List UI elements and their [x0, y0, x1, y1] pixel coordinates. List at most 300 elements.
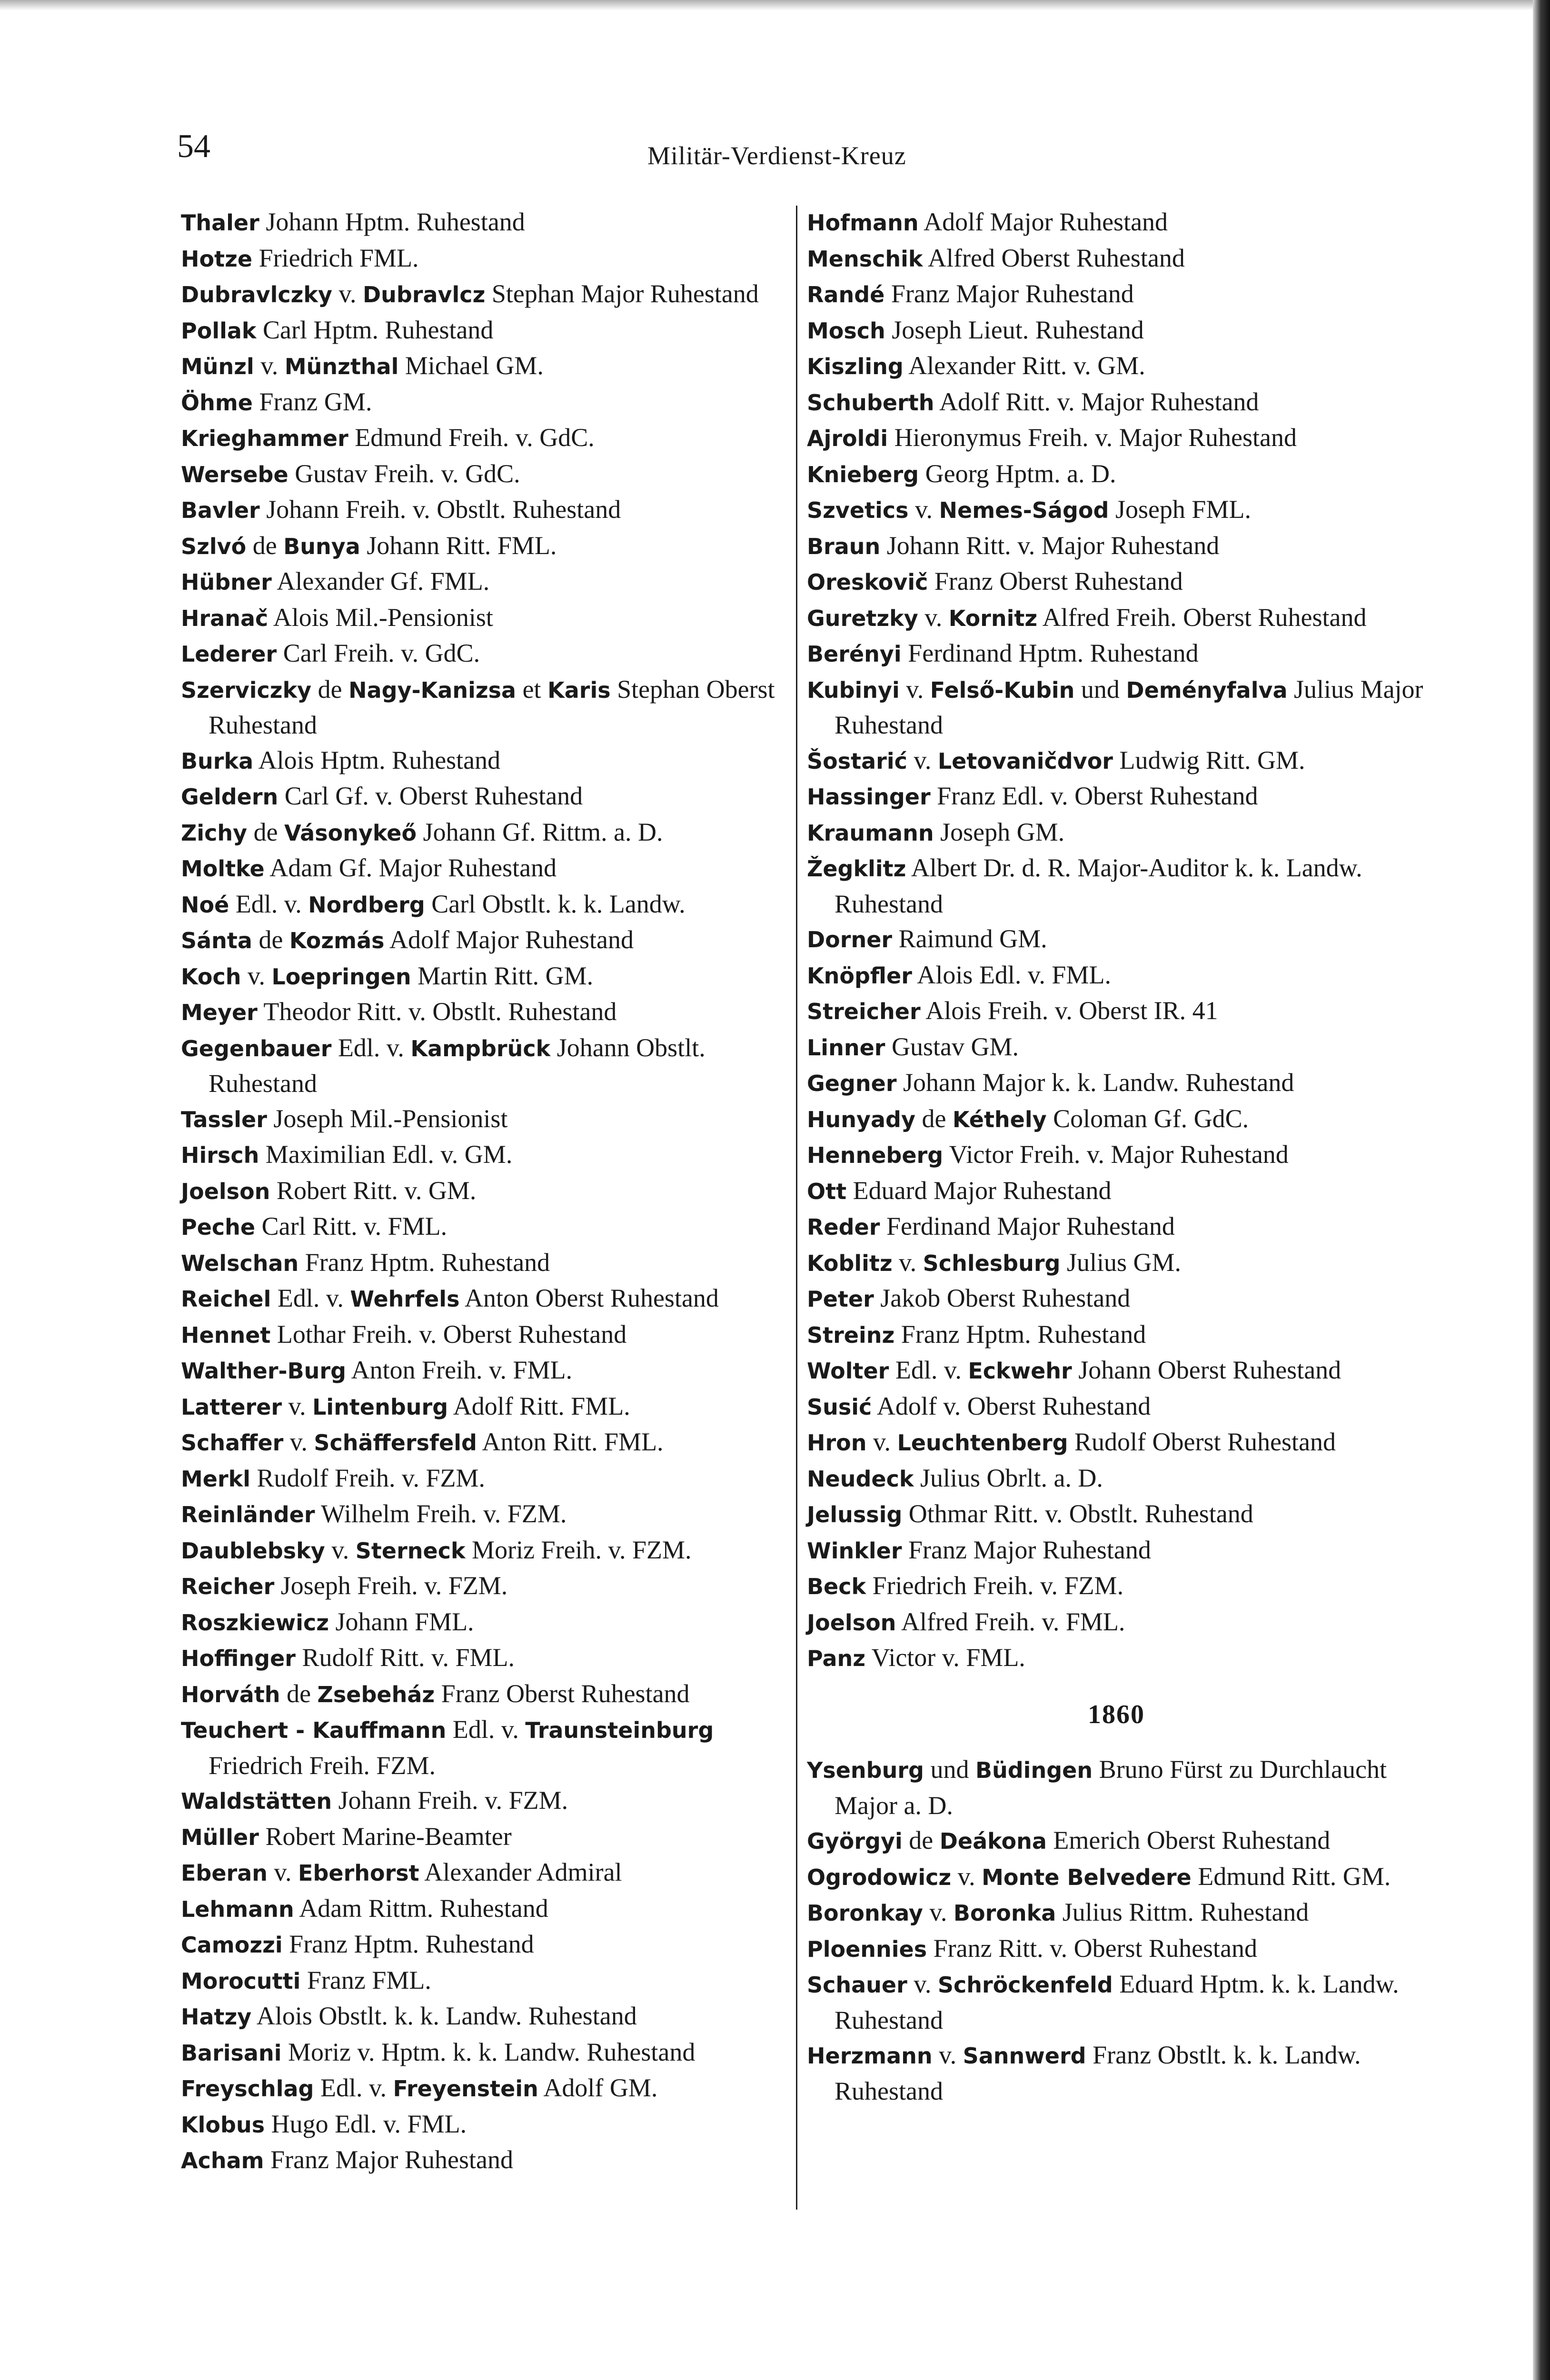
entry-name: Zichy: [181, 820, 248, 846]
entry-name: Barisani: [181, 2040, 282, 2066]
entry-text: Georg Hptm. a. D.: [919, 459, 1116, 488]
entry-text: Maximilian Edl. v. GM.: [259, 1140, 513, 1169]
entry-name: Schauer: [807, 1972, 907, 1998]
entry-name: Ploennies: [807, 1936, 927, 1962]
list-entry: [181, 277, 795, 313]
entry-name: Oreskovič: [807, 569, 928, 595]
entry-text: Gustav GM.: [885, 1032, 1019, 1061]
entry-name: Hotze: [181, 246, 253, 272]
list-entry: [181, 1676, 795, 1713]
entry-text: v.: [932, 2041, 963, 2069]
entry-text: Carl Freih. v. GdC.: [277, 639, 480, 667]
entry-name: Letovaničdvor: [937, 748, 1113, 774]
list-entry: [807, 993, 1426, 1030]
entry-name: Loepringen: [271, 963, 411, 990]
entry-text: Alexander Ritt. v. GM.: [903, 351, 1145, 380]
entry-name: Joelson: [181, 1178, 270, 1204]
entry-text: Alois Obstlt. k. k. Landw. Ruhestand: [251, 2002, 637, 2030]
entry-text: Edl. v.: [331, 1033, 411, 1062]
entry-name: Wolter: [807, 1358, 889, 1384]
entry-text: Friedrich Freih. v. FZM.: [866, 1571, 1124, 1600]
entry-text: de: [252, 925, 289, 954]
entry-text: v.: [899, 674, 930, 704]
entry-text: v.: [866, 1428, 897, 1456]
list-entry: [181, 1605, 795, 1641]
entry-text: Wilhelm Freih. v. FZM.: [315, 1499, 567, 1528]
entry-name: Kraumann: [807, 820, 934, 846]
entry-text: Carl Ritt. v. FML.: [255, 1212, 447, 1240]
entry-name: Freyenstein: [393, 2076, 538, 2102]
entry-name: Dubravlczky: [181, 282, 332, 307]
entry-text: Robert Ritt. v. GM.: [270, 1176, 477, 1205]
list-entry: [181, 348, 795, 385]
list-entry: [807, 1389, 1426, 1425]
list-entry: [181, 1137, 795, 1173]
entry-name: Nagy-Kanizsa: [348, 677, 517, 703]
entry-name: Münzthal: [284, 354, 399, 379]
entry-name: Linner: [807, 1034, 885, 1061]
entry-name: Reicher: [181, 1574, 275, 1599]
entry-name: Reinländer: [181, 1502, 315, 1527]
list-entry: [181, 959, 795, 995]
entry-text: Franz Hptm. Ruhestand: [894, 1319, 1146, 1349]
right-column: [807, 205, 1426, 2109]
entry-text: Victor Freih. v. Major Ruhestand: [943, 1140, 1289, 1169]
list-entry: [181, 456, 795, 493]
entry-text: Joseph Freih. v. FZM.: [274, 1571, 508, 1600]
entry-text: v.: [951, 1862, 982, 1891]
entry-name: Hennet: [181, 1322, 271, 1348]
entry-name: Sterneck: [355, 1537, 466, 1564]
list-entry: [807, 743, 1426, 779]
entry-name: Müller: [181, 1824, 259, 1850]
list-entry: [807, 1497, 1426, 1533]
entry-name: Dorner: [807, 927, 893, 952]
entry-name: Vásonykeő: [284, 820, 417, 846]
entry-text: Franz FML.: [300, 1965, 431, 1994]
entry-name: Camozzi: [181, 1932, 283, 1958]
list-entry: [181, 1819, 795, 1855]
entry-name: Felső-Kubin: [930, 677, 1075, 703]
list-entry: [181, 636, 795, 672]
entry-name: Freyschlag: [181, 2076, 314, 2102]
entry-name: Ott: [807, 1178, 847, 1204]
entry-name: Reder: [807, 1214, 880, 1240]
year-heading-1860: 1860: [1088, 1699, 1145, 1729]
entry-text: Adolf Ritt. FML.: [448, 1391, 630, 1420]
entry-name: Burka: [181, 748, 254, 774]
entry-text: Johann Gf. Rittm. a. D.: [417, 817, 663, 846]
entry-text: Michael GM.: [398, 351, 544, 380]
entry-name: Monte Belvedere: [982, 1864, 1192, 1890]
entry-name: Kéthely: [952, 1106, 1047, 1132]
list-entry: [807, 1461, 1426, 1497]
right-column-entries-1860: [807, 1752, 1426, 2109]
list-entry: [807, 205, 1426, 241]
list-entry: [807, 1101, 1426, 1138]
entry-text: Edl. v.: [271, 1284, 350, 1312]
entry-name: Henneberg: [807, 1142, 944, 1168]
entry-text: Theodor Ritt. v. Obstlt. Ruhestand: [257, 997, 617, 1026]
entry-name: Winkler: [807, 1537, 902, 1564]
entry-text: Adolf Major Ruhestand: [918, 208, 1168, 236]
list-entry: [181, 1497, 795, 1533]
entry-name: Merkl: [181, 1466, 251, 1492]
list-entry: [807, 456, 1426, 493]
entry-name: Meyer: [181, 1000, 258, 1025]
entry-name: Knieberg: [807, 461, 919, 487]
entry-name: Susić: [807, 1394, 872, 1420]
list-entry: [181, 1245, 795, 1281]
entry-text: Adolf Ritt. v. Major Ruhestand: [934, 387, 1259, 416]
entry-text: Johann FML.: [329, 1607, 474, 1636]
left-column: [181, 205, 795, 2179]
entry-name: Daublebsky: [181, 1537, 325, 1564]
entry-text: de: [902, 1826, 940, 1854]
list-entry: [181, 492, 795, 528]
entry-text: v.: [923, 1898, 954, 1926]
entry-text: Anton Oberst Ruhestand: [459, 1284, 719, 1312]
list-entry: [181, 420, 795, 456]
list-entry: [181, 1281, 795, 1317]
entry-text: Franz GM.: [252, 387, 372, 416]
entry-text: Edmund Freih. v. GdC.: [348, 423, 595, 452]
list-entry: [807, 1317, 1426, 1353]
list-entry: [181, 1461, 795, 1497]
entry-text: Ferdinand Major Ruhestand: [880, 1212, 1175, 1240]
entry-name: Bunya: [283, 533, 360, 559]
list-entry: [807, 1568, 1426, 1605]
entry-text: Julius GM.: [1060, 1248, 1181, 1277]
entry-text: Edl. v.: [446, 1715, 526, 1744]
entry-text: Johann Obstlt. Ruhestand: [209, 1033, 705, 1098]
entry-text: v.: [325, 1535, 356, 1564]
entry-name: Latterer: [181, 1394, 282, 1420]
entry-name: Hranač: [181, 605, 268, 631]
entry-text: Adam Gf. Major Ruhestand: [264, 853, 557, 882]
entry-text: Johann Major k. k. Landw. Ruhestand: [896, 1068, 1294, 1097]
column-rule: [796, 206, 797, 2210]
entry-name: Deákona: [939, 1828, 1047, 1854]
entry-name: Walther-Burg: [181, 1358, 347, 1384]
entry-name: Boronkay: [807, 1900, 923, 1926]
entry-name: Moltke: [181, 856, 265, 882]
list-entry: [181, 815, 795, 851]
list-entry: [807, 1823, 1426, 1859]
entry-text: Alexander Gf. FML.: [271, 567, 490, 595]
entry-text: Johann Ritt. FML.: [360, 531, 557, 560]
list-entry: [181, 1173, 795, 1210]
entry-name: Hübner: [181, 569, 272, 595]
entry-text: Julius Major Ruhestand: [835, 674, 1423, 739]
entry-name: Kampbrück: [410, 1035, 551, 1061]
entry-name: Herzmann: [807, 2043, 933, 2069]
list-entry: [181, 1353, 795, 1389]
entry-text: Franz Hptm. Ruhestand: [282, 1930, 534, 1958]
entry-text: Alfred Freih. v. FML.: [896, 1607, 1125, 1636]
entry-text: v.: [282, 1391, 313, 1420]
list-entry: [181, 887, 795, 923]
list-entry: [181, 1999, 795, 2035]
list-entry: [181, 564, 795, 600]
entry-name: Hunyady: [807, 1106, 915, 1132]
entry-text: Victor v. FML.: [865, 1643, 1025, 1672]
entry-name: Peche: [181, 1214, 256, 1240]
list-entry: [807, 1281, 1426, 1317]
list-entry: [807, 1245, 1426, 1281]
entry-name: Teuchert - Kauffmann: [181, 1717, 447, 1743]
entry-text: Alois Freih. v. Oberst IR. 41: [920, 996, 1218, 1025]
entry-name: Braun: [807, 533, 881, 559]
entry-text: Ludwig Ritt. GM.: [1113, 745, 1305, 774]
entry-name: Kornitz: [948, 605, 1038, 631]
entry-name: Menschik: [807, 246, 923, 272]
entry-text: Franz Oberst Ruhestand: [928, 567, 1183, 595]
entry-name: Eberan: [181, 1860, 268, 1886]
list-entry: [181, 1963, 795, 1999]
entry-text: Alois Mil.-Pensionist: [268, 603, 493, 632]
entry-text: v.: [268, 1858, 298, 1886]
list-entry: [807, 1209, 1426, 1245]
list-entry: [181, 1568, 795, 1605]
list-entry: [181, 1209, 795, 1245]
entry-text: Anton Freih. v. FML.: [346, 1356, 573, 1384]
list-entry: [807, 1353, 1426, 1389]
list-entry: [807, 779, 1426, 815]
entry-text: Julius Rittm. Ruhestand: [1056, 1898, 1309, 1926]
entry-name: Gegner: [807, 1071, 897, 1096]
entry-text: Stephan Major Ruhestand: [485, 279, 759, 308]
entry-name: Lederer: [181, 641, 277, 667]
entry-text: Jakob Oberst Ruhestand: [874, 1284, 1131, 1312]
entry-name: Hatzy: [181, 2004, 252, 2030]
list-entry: [181, 205, 795, 241]
entry-text: Eduard Hptm. k. k. Landw. Ruhestand: [835, 1970, 1399, 2034]
entry-name: Zsebeház: [317, 1681, 435, 1707]
entry-text: Franz Major Ruhestand: [902, 1535, 1151, 1564]
entry-name: Szlvó: [181, 533, 247, 559]
entry-name: Schlesburg: [923, 1250, 1061, 1276]
entry-text: Adolf v. Oberst Ruhestand: [872, 1391, 1151, 1420]
entry-name: Hassinger: [807, 784, 931, 810]
entry-name: Gegenbauer: [181, 1035, 332, 1061]
entry-name: Peter: [807, 1286, 874, 1312]
entry-name: Pollak: [181, 317, 257, 344]
entry-text: Ferdinand Hptm. Ruhestand: [901, 639, 1199, 667]
entry-text: Albert Dr. d. R. Major-Auditor k. k. Landw. Ruhestand: [835, 853, 1362, 918]
entry-text: Bruno Fürst zu Durchlaucht Major a. D.: [835, 1755, 1387, 1820]
entry-name: Sannwerd: [963, 2043, 1086, 2069]
entry-text: v.: [908, 495, 939, 524]
entry-name: Ajroldi: [807, 426, 888, 451]
entry-text: Hugo Edl. v. FML.: [265, 2109, 467, 2138]
entry-text: de: [247, 817, 285, 846]
entry-name: Streicher: [807, 999, 921, 1024]
scan-edge-right: [1533, 0, 1550, 2380]
entry-text: und: [1074, 674, 1126, 704]
list-entry: [807, 1752, 1426, 1823]
entry-text: Rudolf Ritt. v. FML.: [295, 1643, 515, 1672]
list-entry: [807, 1065, 1426, 1101]
entry-name: Eberhorst: [298, 1860, 419, 1886]
entry-name: Schaffer: [181, 1430, 284, 1456]
entry-text: Johann Freih. v. FZM.: [332, 1786, 568, 1815]
entry-text: v.: [332, 279, 363, 308]
entry-text: Carl Hptm. Ruhestand: [256, 315, 494, 344]
entry-name: Bavler: [181, 497, 260, 523]
entry-text: Franz Hptm. Ruhestand: [298, 1248, 550, 1277]
list-entry: [807, 636, 1426, 672]
list-entry: [181, 1927, 795, 1963]
entry-text: Anton Ritt. FML.: [477, 1428, 664, 1456]
entry-text: Alfred Freih. Oberst Ruhestand: [1037, 603, 1367, 632]
entry-text: Joseph GM.: [934, 817, 1065, 846]
entry-text: Johann Ritt. v. Major Ruhestand: [880, 531, 1220, 560]
entry-text: Franz Oberst Ruhestand: [435, 1679, 690, 1708]
entry-text: de: [246, 531, 284, 560]
entry-text: Adolf GM.: [538, 2073, 658, 2102]
entry-text: Adam Rittm. Ruhestand: [294, 1894, 548, 1923]
entry-text: Othmar Ritt. v. Obstlt. Ruhestand: [902, 1499, 1253, 1528]
entry-text: Alexander Admiral: [419, 1858, 622, 1886]
list-entry: [807, 2038, 1426, 2109]
list-entry: [181, 1101, 795, 1138]
entry-text: Lothar Freih. v. Oberst Ruhestand: [270, 1319, 627, 1349]
entry-name: Schuberth: [807, 389, 934, 416]
entry-text: Edl. v.: [889, 1356, 968, 1384]
list-entry: [181, 1712, 795, 1783]
entry-text: de: [311, 674, 349, 704]
entry-text: v.: [892, 1248, 923, 1277]
list-entry: [807, 528, 1426, 565]
entry-text: v.: [241, 961, 272, 990]
entry-name: Kozmás: [289, 928, 385, 953]
entry-name: Lehmann: [181, 1896, 294, 1922]
entry-name: Roszkiewicz: [181, 1609, 329, 1636]
entry-text: Coloman Gf. GdC.: [1046, 1104, 1249, 1133]
entry-text: Joseph Mil.-Pensionist: [267, 1104, 508, 1133]
list-entry: [807, 564, 1426, 600]
entry-text: v.: [907, 745, 938, 774]
list-entry: [807, 1533, 1426, 1569]
running-head: Militär-Verdienst-Kreuz: [647, 141, 906, 170]
entry-name: Schröckenfeld: [937, 1972, 1113, 1998]
entry-name: Boronka: [953, 1900, 1056, 1926]
entry-text: Rudolf Freih. v. FZM.: [250, 1463, 486, 1492]
right-column-entries: [807, 205, 1426, 1676]
entry-name: Öhme: [181, 389, 253, 416]
list-entry: [807, 922, 1426, 958]
entry-text: Franz Edl. v. Oberst Ruhestand: [930, 782, 1258, 810]
list-entry: [181, 528, 795, 565]
entry-name: Eckwehr: [968, 1358, 1072, 1384]
entry-name: Koblitz: [807, 1250, 893, 1276]
list-entry: [181, 1317, 795, 1353]
entry-name: Kiszling: [807, 354, 904, 379]
entry-name: Szvetics: [807, 497, 909, 523]
list-entry: [181, 2107, 795, 2143]
entry-text: Martin Ritt. GM.: [411, 961, 594, 990]
entry-text: Hieronymus Freih. v. Major Ruhestand: [888, 423, 1297, 452]
list-entry: [807, 1640, 1426, 1676]
page-number: 54: [177, 128, 210, 165]
entry-text: Johann Oberst Ruhestand: [1072, 1356, 1341, 1384]
entry-name: Hoffinger: [181, 1646, 296, 1671]
entry-name: Hofmann: [807, 210, 919, 236]
entry-text: Carl Obstlt. k. k. Landw.: [425, 889, 686, 918]
entry-name: Münzl: [181, 354, 254, 379]
list-entry: [807, 420, 1426, 456]
entry-name: Beck: [807, 1574, 866, 1599]
entry-text: Alfred Oberst Ruhestand: [923, 243, 1185, 272]
list-entry: [807, 277, 1426, 313]
list-entry: [181, 2035, 795, 2071]
entry-text: v.: [254, 351, 285, 380]
entry-text: Gustav Freih. v. GdC.: [288, 459, 520, 488]
entry-text: Rudolf Oberst Ruhestand: [1068, 1428, 1336, 1456]
list-entry: [181, 313, 795, 349]
entry-name: Kubinyi: [807, 677, 900, 703]
entry-name: Joelson: [807, 1609, 896, 1636]
entry-name: Dubravlcz: [362, 282, 486, 307]
entry-text: v.: [918, 603, 949, 632]
entry-text: et: [516, 674, 548, 704]
list-entry: [807, 1137, 1426, 1173]
list-entry: [807, 1173, 1426, 1210]
entry-text: v.: [283, 1428, 314, 1456]
entry-name: Berényi: [807, 641, 902, 667]
entry-name: Reichel: [181, 1286, 271, 1312]
list-entry: [807, 241, 1426, 277]
list-entry: [807, 851, 1426, 922]
entry-text: Stephan Oberst Ruhestand: [209, 674, 775, 739]
list-entry: [181, 672, 795, 743]
list-entry: [807, 958, 1426, 994]
entry-text: Moriz Freih. v. FZM.: [465, 1535, 692, 1564]
scan-edge-top: [0, 0, 1550, 10]
entry-text: Joseph Lieut. Ruhestand: [885, 315, 1144, 344]
entry-name: Acham: [181, 2148, 264, 2173]
entry-text: Joseph FML.: [1109, 495, 1251, 524]
entry-text: Edl. v.: [314, 2073, 393, 2102]
entry-name: Lintenburg: [312, 1394, 448, 1420]
entry-name: Šostarić: [807, 748, 907, 774]
entry-text: Franz Major Ruhestand: [884, 279, 1134, 308]
entry-name: Nordberg: [308, 892, 425, 918]
entry-name: Jelussig: [807, 1502, 903, 1527]
entry-name: Neudeck: [807, 1466, 914, 1492]
entry-text: Friedrich FML.: [252, 243, 419, 272]
entry-name: Žegklitz: [807, 856, 906, 882]
entry-text: Carl Gf. v. Oberst Ruhestand: [278, 782, 583, 810]
list-entry: [181, 1640, 795, 1676]
entry-name: Randé: [807, 282, 885, 307]
entry-text: de: [280, 1679, 318, 1708]
list-entry: [807, 313, 1426, 349]
entry-name: Waldstätten: [181, 1788, 332, 1814]
entry-text: de: [915, 1104, 953, 1133]
entry-name: Szerviczky: [181, 677, 312, 703]
entry-name: Schäffersfeld: [314, 1430, 477, 1456]
entry-name: Horváth: [181, 1681, 280, 1707]
entry-text: Alois Hptm. Ruhestand: [253, 745, 501, 774]
list-entry: [807, 385, 1426, 421]
entry-text: Johann Freih. v. Obstlt. Ruhestand: [259, 495, 621, 524]
entry-text: Adolf Major Ruhestand: [384, 925, 634, 954]
entry-text: Edmund Ritt. GM.: [1191, 1862, 1391, 1891]
entry-name: Nemes-Ságod: [939, 497, 1109, 523]
list-entry: [807, 348, 1426, 385]
